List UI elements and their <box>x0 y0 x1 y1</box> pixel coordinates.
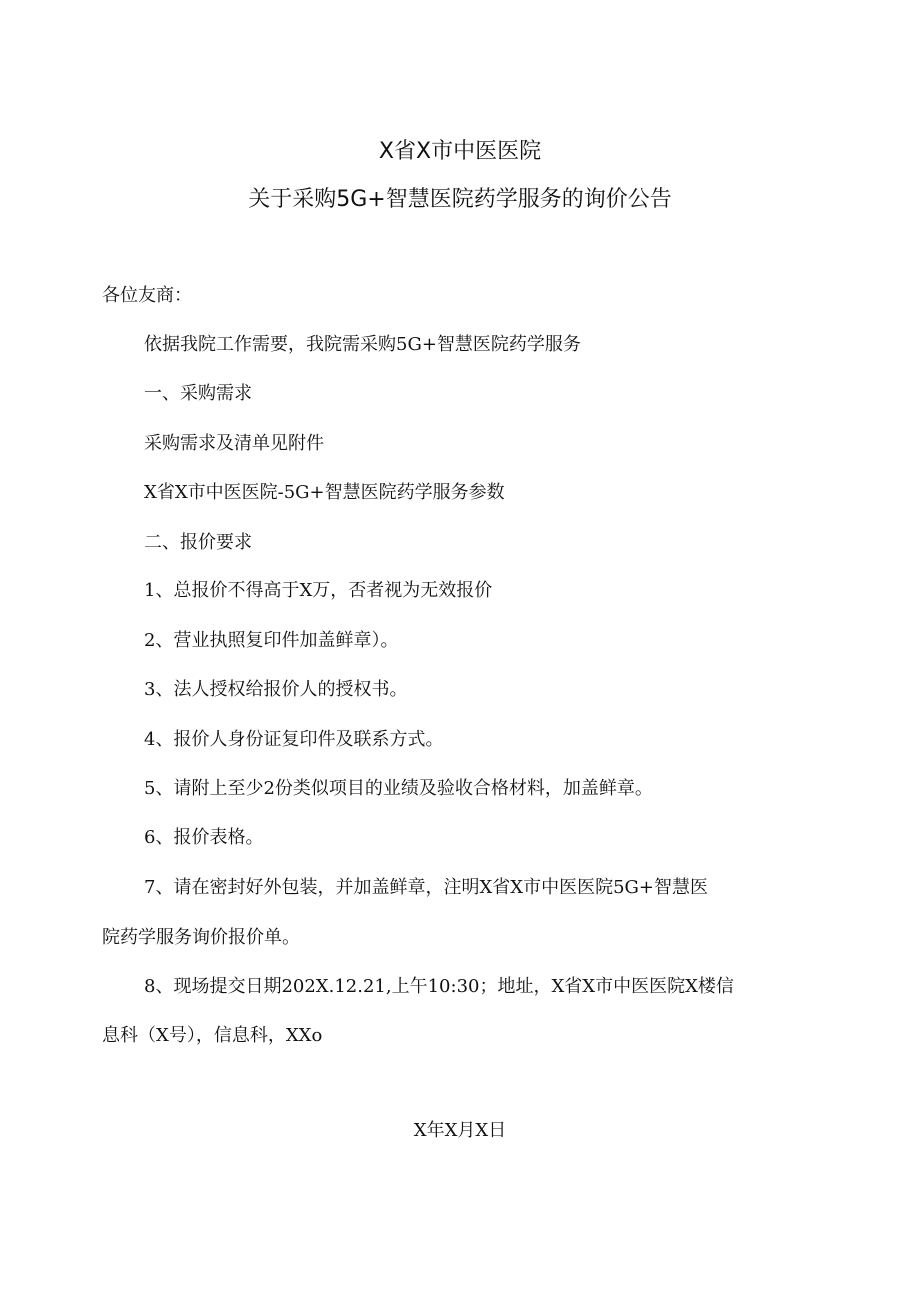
list-item-8-line2: 息科（X号），信息科，XXo <box>102 1025 323 1046</box>
document-subtitle: 关于采购5G+智慧医院药学服务的询价公告 <box>248 187 672 212</box>
list-item-8-line1: 8、现场提交日期202X.12.21,上午10:30；地址，X省X市中医医院X楼信 <box>144 976 734 997</box>
intro-paragraph: 依据我院工作需要，我院需采购5G+智慧医院药学服务 <box>144 334 581 355</box>
document-title: X省X市中医医院 <box>378 139 542 164</box>
list-item: 2、营业执照复印件加盖鲜章）。 <box>144 630 399 651</box>
salutation: 各位友商： <box>102 285 192 306</box>
list-item-7-line2: 院药学服务询价报价单。 <box>102 927 300 948</box>
list-item: 4、报价人身份证复印件及联系方式。 <box>144 729 444 750</box>
section-heading-quotation: 二、报价要求 <box>144 532 252 553</box>
list-item: 6、报价表格。 <box>144 827 264 848</box>
list-item-7-line1: 7、请在密封好外包装，并加盖鲜章，注明X省X市中医医院5G+智慧医 <box>144 877 708 898</box>
document-date: X年X月X日 <box>413 1120 507 1141</box>
list-item: 3、法人授权给报价人的授权书。 <box>144 679 408 700</box>
procurement-attachment: X省X市中医医院-5G+智慧医院药学服务参数 <box>144 482 505 503</box>
list-item: 5、请附上至少2份类似项目的业绩及验收合格材料，加盖鲜章。 <box>144 778 653 799</box>
procurement-text: 采购需求及清单见附件 <box>144 433 324 454</box>
list-item: 1、总报价不得高于X万，否者视为无效报价 <box>144 580 493 601</box>
section-heading-procurement: 一、采购需求 <box>144 383 252 404</box>
